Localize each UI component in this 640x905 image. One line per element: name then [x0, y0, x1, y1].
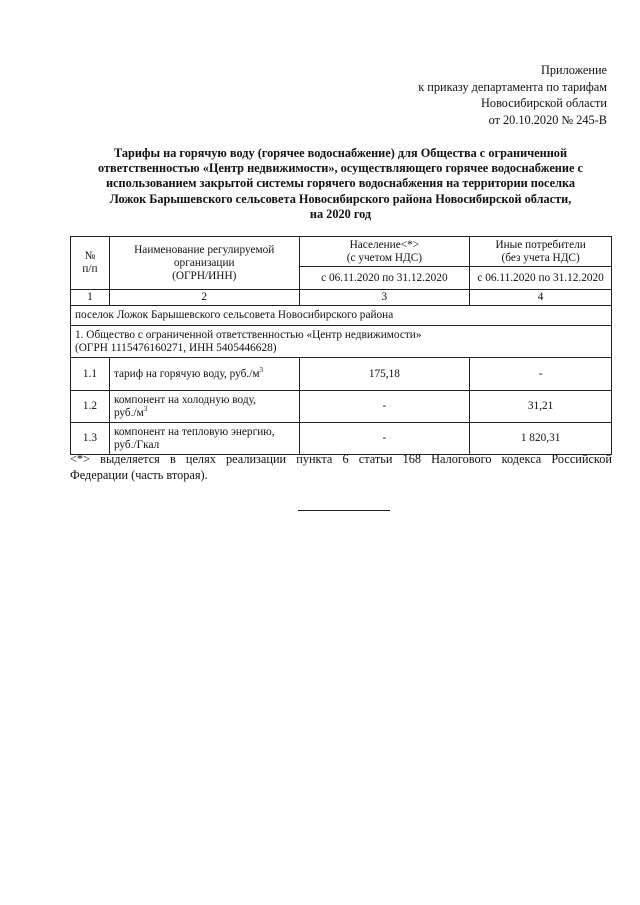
period-cell-other: с 06.11.2020 по 31.12.2020	[470, 267, 612, 290]
appendix-line: к приказу департамента по тарифам	[418, 79, 607, 94]
row-other-value: 31,21	[470, 391, 612, 423]
separator-line	[298, 510, 390, 511]
header-cell-other-consumers: Иные потребители (без учета НДС)	[470, 237, 612, 267]
header-cell-organization: Наименование регулируемой организации (ОГРН/ИНН)	[109, 237, 299, 290]
column-numbers-row	[71, 290, 612, 306]
title-line: на 2020 год	[309, 206, 372, 221]
appendix-header	[418, 62, 607, 128]
period-cell-population: с 06.11.2020 по 31.12.2020	[299, 267, 470, 290]
row-population-value: -	[299, 391, 470, 423]
header-cell-number: № п/п	[71, 237, 110, 290]
appendix-line: от 20.10.2020 № 245-В	[488, 112, 607, 127]
column-number-cell: 2	[109, 290, 299, 306]
title-line: Ложок Барышевского сельсовета Новосибирского района Новосибирской области,	[109, 191, 572, 206]
row-name-cell: тариф на горячую воду, $руб./м^3$	[109, 358, 299, 391]
row-number-cell: 1.2	[71, 391, 110, 423]
table-header-row	[71, 237, 612, 267]
row-number-cell: 1.3	[71, 423, 110, 455]
column-number-cell: 1	[71, 290, 110, 306]
appendix-line: Приложение	[541, 63, 607, 77]
title-line: Тарифы на горячую воду (горячее водоснабжение) для Общества с ограниченной	[113, 146, 568, 160]
footnote	[70, 451, 612, 483]
row-other-value: -	[470, 358, 612, 391]
row-name-cell: компонент на тепловую энергию, руб./Гкал	[109, 423, 299, 455]
appendix-line: Новосибирской области	[481, 96, 607, 111]
row-population-value: -	[299, 423, 470, 455]
footnote-line: Федерации (часть вторая).	[70, 468, 208, 482]
table-row	[71, 358, 612, 391]
row-population-value: 175,18	[299, 358, 470, 391]
organization-row	[71, 326, 612, 358]
document-title	[70, 146, 611, 222]
tariff-table	[70, 236, 612, 455]
title-line: ответственностью «Центр недвижимости», осуществляющего горячее водоснабжение с	[98, 161, 583, 176]
row-number-cell: 1.1	[71, 358, 110, 391]
organization-cell: 1. Общество с ограниченной ответственностью «Центр недвижимости» (ОГРН 1115476160271, ИНН 5405446628)	[71, 326, 612, 358]
row-other-value: 1 820,31	[470, 423, 612, 455]
footnote-line: <*> выделяется в целях реализации пункта 6 статьи 168 Налогового кодекса Российской	[70, 452, 612, 466]
settlement-row	[71, 306, 612, 326]
column-number-cell: 4	[470, 290, 612, 306]
column-number-cell: 3	[299, 290, 470, 306]
header-cell-population: Население<*> (с учетом НДС)	[299, 237, 470, 267]
table-row	[71, 423, 612, 455]
settlement-cell: поселок Ложок Барышевского сельсовета Новосибирского района	[71, 306, 612, 326]
title-line: использованием закрытой системы горячего водоснабжения на территории поселка	[105, 176, 576, 191]
row-name-cell: компонент на холодную воду, $руб./м^3$	[109, 391, 299, 423]
table-row	[71, 391, 612, 423]
